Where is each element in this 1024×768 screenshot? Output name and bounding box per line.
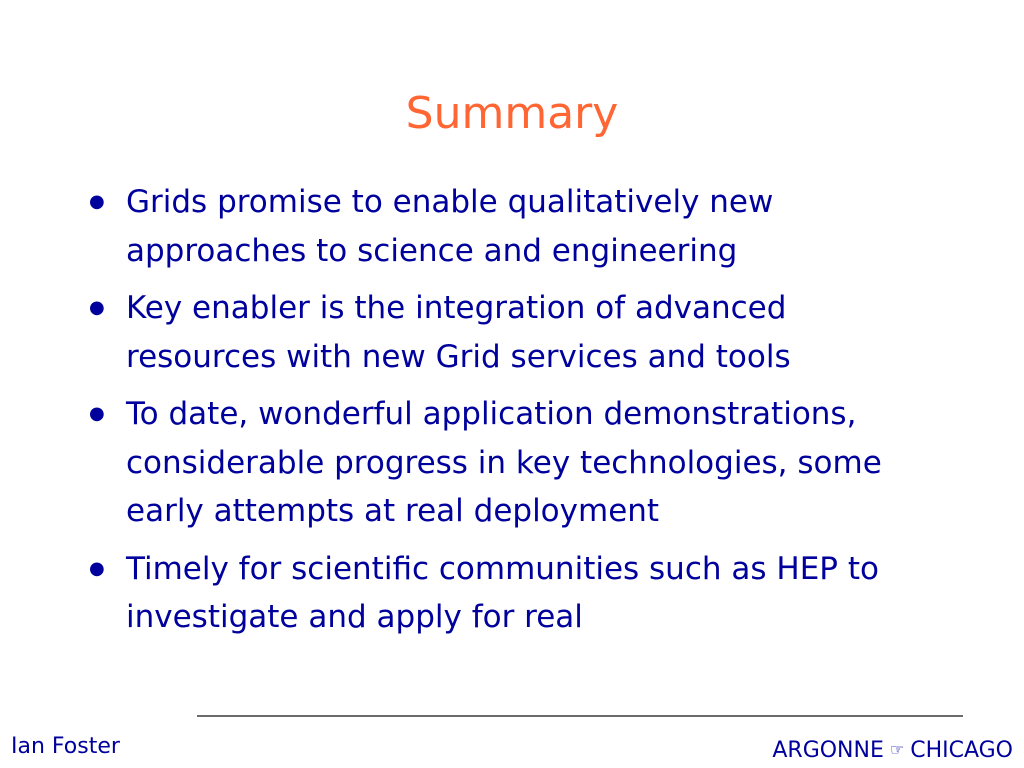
bullet-icon: ●	[89, 297, 105, 318]
bullet-text: Timely for scientific communities such as HEP to investigate and apply for real	[126, 550, 879, 635]
bullet-text: Key enabler is the integration of advanced resources with new Grid services and tools	[126, 290, 791, 375]
bullet-icon: ●	[89, 557, 105, 579]
bullet-item	[84, 178, 934, 275]
bullet-icon: ●	[89, 403, 105, 424]
bullet-item	[84, 390, 934, 536]
bullet-text: To date, wonderful application demonstrations, considerable progress in key technologies, some early attempts at real deployment	[126, 396, 882, 529]
footer-org-argonne: ARGONNE	[772, 738, 884, 763]
slide-title: Summary	[405, 88, 619, 139]
bullet-item	[84, 545, 934, 642]
bullet-item	[84, 284, 934, 381]
bullet-list	[84, 178, 934, 651]
bullet-icon: ●	[89, 191, 105, 212]
pointing-hand-icon: ☞	[889, 740, 905, 759]
footer-org-chicago: CHICAGO	[910, 738, 1013, 763]
footer-author: Ian Foster	[11, 734, 120, 759]
footer-organization	[772, 736, 1013, 765]
bullet-text: Grids promise to enable qualitatively new approaches to science and engineering	[126, 184, 774, 269]
footer-divider	[197, 715, 963, 717]
